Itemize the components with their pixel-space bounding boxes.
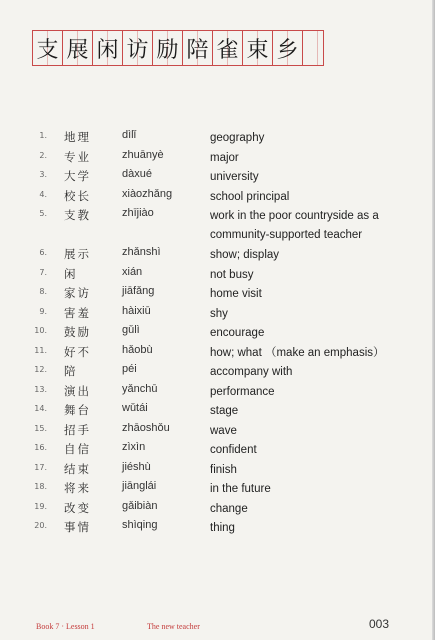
heading-character-grid [32, 30, 324, 66]
vocab-row [0, 499, 435, 519]
vocab-pinyin: zhāoshǒu [122, 421, 170, 434]
vocab-hanzi: 演出 [64, 383, 91, 398]
vocab-meaning: shy [210, 307, 228, 320]
vocab-meaning: school principal [210, 190, 290, 203]
vocab-number: 19. [34, 501, 47, 511]
vocab-row [0, 304, 435, 324]
vocab-hanzi: 事情 [64, 520, 91, 534]
vocab-meaning: university [210, 171, 259, 183]
vocab-pinyin: shìqing [122, 519, 158, 531]
vocab-meaning: encourage [210, 327, 265, 339]
vocab-meaning: how; what （make an emphasis） [210, 346, 385, 359]
vocab-row [0, 265, 435, 285]
vocab-meaning: wave [210, 424, 237, 437]
vocab-row [0, 421, 435, 441]
vocab-hanzi: 害羞 [64, 305, 91, 320]
vocab-pinyin: dàxué [122, 168, 152, 180]
vocab-number: 5. [39, 209, 47, 218]
vocab-meaning: confident [210, 444, 257, 456]
vocab-meaning: thing [210, 522, 235, 534]
vocab-pinyin: xiàozhǎng [122, 187, 173, 200]
vocab-number: 9. [39, 306, 47, 316]
vocab-hanzi: 自信 [64, 442, 91, 456]
heading-char: 支 [33, 31, 63, 65]
vocab-number: 4. [39, 189, 47, 199]
vocab-meaning: in the future [210, 483, 271, 495]
vocab-row [0, 401, 435, 421]
heading-char: 访 [123, 31, 153, 65]
vocab-row [0, 245, 435, 265]
vocab-pinyin: péi [122, 363, 137, 375]
vocab-row [0, 284, 435, 304]
vocab-meaning: accompany with [210, 366, 293, 378]
vocab-meaning: home visit [210, 288, 262, 300]
vocab-pinyin: zhījiào [122, 207, 154, 219]
vocab-number: 3. [39, 170, 47, 179]
vocab-hanzi: 将来 [64, 481, 91, 495]
vocab-number: 8. [39, 287, 47, 296]
vocab-row [0, 460, 435, 480]
vocab-number: 14. [34, 404, 47, 413]
vocab-hanzi: 改变 [64, 500, 91, 515]
vocab-hanzi: 招手 [64, 422, 91, 437]
vocab-meaning: major [210, 151, 239, 164]
vocab-pinyin: jiéshù [122, 460, 151, 473]
vocab-meaning: finish [210, 463, 237, 476]
heading-char: 乡 [273, 31, 303, 65]
vocab-hanzi: 展示 [64, 247, 91, 261]
heading-char: 陪 [183, 31, 213, 65]
vocab-pinyin: gǔlì [122, 324, 140, 336]
vocab-number: 13. [34, 384, 47, 394]
vocab-hanzi: 校长 [64, 188, 91, 203]
vocab-pinyin: zhǎnshì [122, 246, 161, 258]
vocab-row [0, 362, 435, 382]
vocab-number: 12. [34, 365, 47, 374]
heading-char: 展 [63, 31, 93, 65]
footer-lesson-title: The new teacher [147, 622, 200, 631]
vocab-hanzi: 陪 [64, 364, 78, 378]
vocab-row [0, 128, 435, 148]
page-number: 003 [369, 617, 390, 631]
vocab-hanzi: 结束 [64, 461, 91, 476]
vocab-number: 16. [34, 443, 47, 452]
vocab-hanzi: 地理 [64, 130, 91, 144]
vocab-number: 10. [34, 326, 47, 335]
vocab-pinyin: dìlǐ [122, 129, 137, 141]
heading-char: 闲 [93, 31, 123, 65]
vocab-pinyin: xián [122, 265, 143, 278]
vocab-pinyin: gǎibiàn [122, 499, 158, 512]
vocab-number: 18. [34, 482, 47, 491]
vocab-meaning: change [210, 502, 248, 515]
vocab-pinyin: jiānglái [122, 480, 157, 492]
vocab-row [0, 323, 435, 343]
vocab-number: 6. [39, 248, 47, 257]
vocab-pinyin: hǎobù [122, 343, 153, 356]
vocab-hanzi: 家访 [64, 286, 91, 300]
heading-char: 雀 [213, 31, 243, 65]
vocab-row [0, 148, 435, 168]
vocab-row [0, 187, 435, 207]
vocab-meaning: work in the poor countryside as a community-supported teacher [210, 210, 379, 241]
vocab-number: 15. [34, 423, 47, 433]
vocab-hanzi: 大学 [64, 169, 91, 183]
vocab-number: 11. [34, 345, 47, 355]
vocab-pinyin: jiāfǎng [122, 285, 155, 297]
vocab-meaning: performance [210, 385, 275, 398]
vocab-hanzi: 鼓励 [64, 325, 91, 339]
vocab-number: 7. [39, 267, 47, 277]
vocab-meaning: geography [210, 132, 265, 144]
vocab-pinyin: hàixiū [122, 304, 151, 317]
vocab-row [0, 382, 435, 402]
vocab-hanzi: 舞台 [64, 403, 91, 417]
heading-char: 束 [243, 31, 273, 65]
vocab-pinyin: yǎnchū [122, 382, 158, 395]
vocab-row [0, 343, 435, 363]
vocab-row [0, 206, 435, 245]
heading-empty-box [303, 31, 323, 65]
heading-char: 励 [153, 31, 183, 65]
vocab-number: 17. [34, 462, 47, 472]
vocab-meaning: stage [210, 405, 239, 417]
vocab-hanzi: 专业 [64, 149, 91, 164]
vocab-meaning: not busy [210, 268, 254, 281]
vocab-pinyin: zìxìn [122, 441, 146, 453]
footer-book-lesson: Book 7 · Lesson 1 [36, 622, 95, 631]
vocabulary-list [0, 128, 435, 538]
vocab-number: 1. [39, 131, 47, 140]
vocab-hanzi: 支教 [64, 208, 91, 222]
vocab-row [0, 167, 435, 187]
vocab-row [0, 479, 435, 499]
vocab-pinyin: wǔtái [122, 402, 148, 414]
vocab-hanzi: 好不 [64, 344, 91, 359]
vocab-hanzi: 闲 [64, 266, 78, 281]
vocab-row [0, 518, 435, 538]
vocab-row [0, 440, 435, 460]
vocab-meaning: show; display [210, 249, 280, 261]
vocab-pinyin: zhuānyè [122, 148, 164, 161]
vocab-number: 2. [39, 150, 47, 160]
vocab-number: 20. [34, 521, 47, 530]
